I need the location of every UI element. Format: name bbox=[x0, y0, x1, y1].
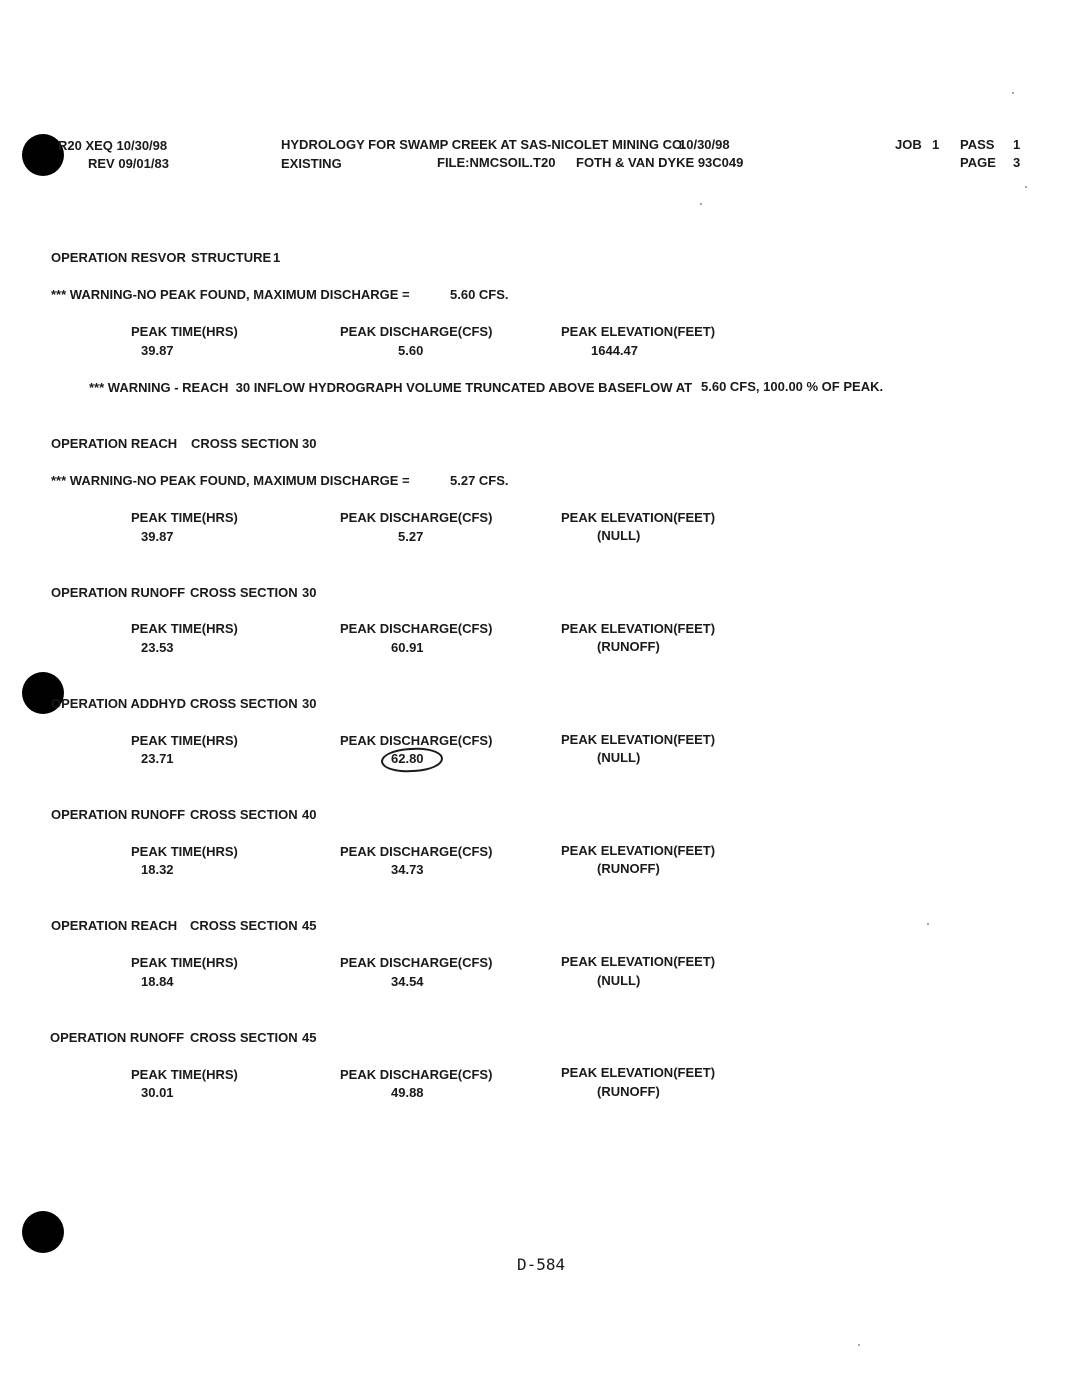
section-label: STRUCTURE bbox=[191, 250, 272, 265]
peak-time-header: PEAK TIME(HRS) bbox=[131, 955, 238, 970]
peak-discharge-value: 62.80 bbox=[391, 751, 424, 766]
peak-elevation-header: PEAK ELEVATION(FEET) bbox=[561, 324, 716, 339]
peak-elevation-header: PEAK ELEVATION(FEET) bbox=[561, 621, 716, 636]
pass-label: PASS bbox=[960, 137, 995, 152]
section-number: 30 bbox=[302, 436, 317, 451]
peak-time-value: 23.53 bbox=[141, 640, 174, 655]
peak-time-value: 23.71 bbox=[141, 751, 174, 766]
operation-title: OPERATION REACH bbox=[51, 436, 178, 451]
truncation-warning: *** WARNING - REACH 30 INFLOW HYDROGRAPH VOLUME TRUNCATED ABOVE BASEFLOW AT bbox=[89, 380, 693, 395]
job-label: JOB bbox=[895, 137, 922, 152]
section-label: CROSS SECTION bbox=[190, 918, 298, 933]
peak-elevation-value: (RUNOFF) bbox=[597, 1084, 660, 1099]
company-name: FOTH & VAN DYKE 93C049 bbox=[576, 155, 744, 170]
peak-time-value: 30.01 bbox=[141, 1085, 174, 1100]
peak-elevation-value: (NULL) bbox=[597, 750, 641, 765]
section-label: CROSS SECTION bbox=[191, 436, 299, 451]
peak-elevation-header: PEAK ELEVATION(FEET) bbox=[561, 510, 716, 525]
section-number: 1 bbox=[273, 250, 281, 265]
warning-text: *** WARNING-NO PEAK FOUND, MAXIMUM DISCHARGE = bbox=[51, 473, 410, 488]
peak-elevation-value: (NULL) bbox=[597, 973, 641, 988]
scan-speck bbox=[700, 203, 702, 205]
scan-speck bbox=[1012, 92, 1014, 94]
section-number: 45 bbox=[302, 1030, 317, 1045]
peak-discharge-value: 60.91 bbox=[391, 640, 424, 655]
report-title: HYDROLOGY FOR SWAMP CREEK AT SAS-NICOLET MINING CO. bbox=[281, 137, 686, 152]
operation-title: OPERATION RUNOFF bbox=[51, 807, 186, 822]
scan-speck bbox=[927, 923, 929, 925]
scan-speck bbox=[858, 1344, 860, 1346]
program-revision: REV 09/01/83 bbox=[88, 156, 169, 171]
peak-elevation-value: (RUNOFF) bbox=[597, 861, 660, 876]
peak-elevation-value: 1644.47 bbox=[591, 343, 638, 358]
section-label: CROSS SECTION bbox=[190, 696, 298, 711]
peak-elevation-header: PEAK ELEVATION(FEET) bbox=[561, 1065, 716, 1080]
peak-elevation-value: (NULL) bbox=[597, 528, 641, 543]
peak-time-header: PEAK TIME(HRS) bbox=[131, 1067, 238, 1082]
peak-discharge-header: PEAK DISCHARGE(CFS) bbox=[340, 1067, 493, 1082]
page-value: 3 bbox=[1013, 155, 1021, 170]
file-name: FILE:NMCSOIL.T20 bbox=[437, 155, 556, 170]
peak-discharge-value: 34.54 bbox=[391, 974, 424, 989]
peak-elevation-value: (RUNOFF) bbox=[597, 639, 660, 654]
peak-time-value: 39.87 bbox=[141, 529, 174, 544]
scan-speck bbox=[1025, 186, 1027, 188]
peak-discharge-header: PEAK DISCHARGE(CFS) bbox=[340, 733, 493, 748]
peak-discharge-header: PEAK DISCHARGE(CFS) bbox=[340, 844, 493, 859]
peak-discharge-header: PEAK DISCHARGE(CFS) bbox=[340, 621, 493, 636]
peak-discharge-header: PEAK DISCHARGE(CFS) bbox=[340, 955, 493, 970]
operation-title: OPERATION RUNOFF bbox=[51, 585, 186, 600]
page-label: PAGE bbox=[960, 155, 996, 170]
pass-value: 1 bbox=[1013, 137, 1021, 152]
punch-hole-bottom bbox=[22, 1211, 64, 1253]
peak-discharge-value: 34.73 bbox=[391, 862, 424, 877]
peak-time-value: 39.87 bbox=[141, 343, 174, 358]
truncation-value: 5.60 CFS, 100.00 % OF PEAK. bbox=[701, 379, 884, 394]
operation-title: OPERATION REACH bbox=[51, 918, 178, 933]
section-label: CROSS SECTION bbox=[190, 807, 298, 822]
peak-discharge-value: 49.88 bbox=[391, 1085, 424, 1100]
section-label: CROSS SECTION bbox=[190, 1030, 298, 1045]
peak-time-value: 18.84 bbox=[141, 974, 174, 989]
peak-elevation-header: PEAK ELEVATION(FEET) bbox=[561, 732, 716, 747]
peak-time-header: PEAK TIME(HRS) bbox=[131, 324, 238, 339]
peak-elevation-header: PEAK ELEVATION(FEET) bbox=[561, 843, 716, 858]
operation-title: OPERATION ADDHYD bbox=[51, 696, 187, 711]
warning-value: 5.27 CFS. bbox=[450, 473, 509, 488]
warning-text: *** WARNING-NO PEAK FOUND, MAXIMUM DISCHARGE = bbox=[51, 287, 410, 302]
page-footer-id: D-584 bbox=[517, 1255, 566, 1274]
peak-time-header: PEAK TIME(HRS) bbox=[131, 621, 238, 636]
report-date: 10/30/98 bbox=[679, 137, 730, 152]
job-value: 1 bbox=[932, 137, 940, 152]
peak-time-header: PEAK TIME(HRS) bbox=[131, 733, 238, 748]
peak-discharge-value: 5.27 bbox=[398, 529, 424, 544]
program-version: R20 XEQ 10/30/98 bbox=[58, 138, 168, 153]
section-number: 40 bbox=[302, 807, 317, 822]
section-number: 45 bbox=[302, 918, 317, 933]
peak-discharge-value: 5.60 bbox=[398, 343, 424, 358]
peak-time-header: PEAK TIME(HRS) bbox=[131, 510, 238, 525]
peak-elevation-header: PEAK ELEVATION(FEET) bbox=[561, 954, 716, 969]
peak-time-value: 18.32 bbox=[141, 862, 174, 877]
peak-discharge-header: PEAK DISCHARGE(CFS) bbox=[340, 510, 493, 525]
section-label: CROSS SECTION bbox=[190, 585, 298, 600]
operation-title: OPERATION RUNOFF bbox=[50, 1030, 185, 1045]
operation-title: OPERATION RESVOR bbox=[51, 250, 186, 265]
condition-label: EXISTING bbox=[281, 156, 342, 171]
section-number: 30 bbox=[302, 696, 317, 711]
peak-discharge-header: PEAK DISCHARGE(CFS) bbox=[340, 324, 493, 339]
peak-time-header: PEAK TIME(HRS) bbox=[131, 844, 238, 859]
warning-value: 5.60 CFS. bbox=[450, 287, 509, 302]
section-number: 30 bbox=[302, 585, 317, 600]
